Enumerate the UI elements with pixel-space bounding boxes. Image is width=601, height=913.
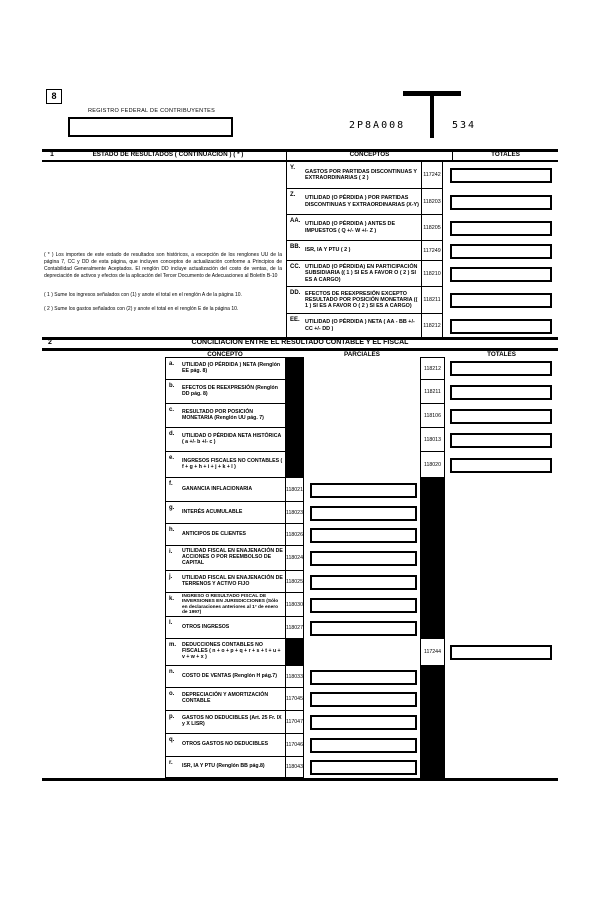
totales-input[interactable] bbox=[450, 244, 552, 259]
row-label: DEDUCCIONES CONTABLES NO FISCALES ( n + o + p + q + r + s + t + u + v + w + x ) bbox=[182, 642, 281, 660]
totales-input[interactable] bbox=[450, 645, 552, 660]
row-code: 118023 bbox=[285, 502, 304, 524]
table-row bbox=[165, 380, 552, 404]
col-parciales-header: PARCIALES bbox=[344, 351, 380, 358]
row-letter: h. bbox=[169, 527, 175, 533]
row-code: 118212 bbox=[420, 357, 445, 380]
totales-input[interactable] bbox=[450, 458, 552, 473]
row-code: 118021 bbox=[285, 478, 304, 502]
row-label: UTILIDAD (O PÉRDIDA ) ANTES DE IMPUESTOS ( Q +/- W +/- Z ) bbox=[305, 221, 396, 234]
form-code-right: 534 bbox=[452, 120, 477, 131]
table-row bbox=[165, 546, 552, 571]
table-row bbox=[287, 287, 442, 314]
row-letter: l. bbox=[169, 620, 173, 626]
filled-cell bbox=[285, 380, 304, 404]
parciales-input[interactable] bbox=[310, 760, 417, 775]
row-code: 118020 bbox=[420, 452, 445, 478]
filled-cell bbox=[420, 757, 445, 778]
parciales-input[interactable] bbox=[310, 715, 417, 730]
row-code: 118033 bbox=[285, 666, 304, 688]
filled-cell bbox=[420, 478, 445, 502]
table-row bbox=[165, 666, 552, 688]
parciales-area bbox=[304, 404, 420, 428]
table-row bbox=[287, 215, 442, 241]
row-label: DEPRECIACIÓN Y AMORTIZACIÓN CONTABLE bbox=[182, 692, 269, 704]
totales-input[interactable] bbox=[450, 267, 552, 282]
section1-number: 1 bbox=[50, 151, 54, 158]
totales-input[interactable] bbox=[450, 221, 552, 236]
row-label: ISR, IA Y PTU ( 2 ) bbox=[305, 247, 351, 254]
filled-cell bbox=[285, 404, 304, 428]
page-number-box: 8 bbox=[46, 89, 62, 104]
row-label: UTILIDAD FISCAL EN ENAJENACIÓN DE ACCIONES O POR REEMBOLSO DE CAPITAL bbox=[182, 548, 283, 566]
conciliacion-table bbox=[165, 357, 552, 778]
totales-area bbox=[450, 757, 552, 778]
row-label: COSTO DE VENTAS (Renglón H pág.7) bbox=[182, 672, 277, 679]
table-row bbox=[287, 261, 442, 287]
row-letter: f. bbox=[169, 481, 173, 487]
table-row bbox=[287, 189, 442, 215]
section1-title-note: ( * ) bbox=[233, 151, 244, 158]
parciales-area bbox=[304, 711, 420, 734]
row-letter: o. bbox=[169, 691, 175, 697]
totales-input[interactable] bbox=[450, 319, 552, 334]
totales-input[interactable] bbox=[450, 409, 552, 424]
rfc-label: REGISTRO FEDERAL DE CONTRIBUYENTES bbox=[88, 108, 216, 114]
row-code: 118025 bbox=[285, 571, 304, 593]
totales-area bbox=[450, 524, 552, 546]
row-label: ANTICIPOS DE CLIENTES bbox=[182, 530, 246, 537]
row-code: 118212 bbox=[421, 314, 442, 337]
row-label: GASTOS POR PARTIDAS DISCONTINUAS Y EXTRAORDINARIAS ( 2 ) bbox=[305, 168, 417, 181]
row-letter: a. bbox=[169, 361, 175, 367]
row-label: GASTOS NO DEDUCIBLES (Art. 25 Fr. IX y X LISR) bbox=[182, 715, 282, 727]
totales-area bbox=[450, 639, 552, 666]
totales-area bbox=[450, 546, 552, 571]
concept-cell bbox=[165, 617, 285, 639]
section1-title-text: ESTADO DE RESULTADOS ( CONTINUACIÓN ) bbox=[92, 151, 232, 158]
concept-cell bbox=[165, 757, 285, 778]
row-label: ISR, IA Y PTU (Renglón BB pág.8) bbox=[182, 763, 265, 770]
row-label: INGRESO O RESULTADO FISCAL DE INVERSIONES EN JURISDICCIONES (Sólo en declaraciones anteriores al 1° de enero de 1997) bbox=[182, 593, 279, 615]
concept-cell bbox=[165, 478, 285, 502]
section1-title bbox=[60, 151, 276, 158]
table-row bbox=[165, 478, 552, 502]
row-letter: d. bbox=[169, 431, 175, 437]
totales-area bbox=[450, 617, 552, 639]
filled-cell bbox=[420, 502, 445, 524]
row-letter: j. bbox=[169, 574, 173, 580]
row-letter: AA. bbox=[290, 218, 301, 224]
row-letter: p. bbox=[169, 714, 175, 720]
parciales-input[interactable] bbox=[310, 621, 417, 636]
row-letter: k. bbox=[169, 596, 175, 602]
row-code: 118211 bbox=[421, 287, 442, 313]
table-row bbox=[165, 593, 552, 617]
filled-cell bbox=[285, 452, 304, 478]
row-code: 118106 bbox=[420, 404, 445, 428]
table-row bbox=[165, 404, 552, 428]
col-totales-header: TOTALES bbox=[452, 151, 558, 161]
row-label: UTILIDAD (O PÉRDIDA ) NETA (Renglón EE pág. 8) bbox=[182, 361, 281, 374]
row-letter: r. bbox=[169, 760, 173, 766]
row-code: 118026 bbox=[285, 524, 304, 546]
table-row bbox=[165, 734, 552, 757]
concept-cell bbox=[165, 593, 285, 617]
table-row bbox=[287, 162, 442, 189]
concept-cell bbox=[165, 502, 285, 524]
totales-input[interactable] bbox=[450, 168, 552, 183]
parciales-area bbox=[304, 593, 420, 617]
parciales-input[interactable] bbox=[310, 506, 417, 521]
row-code: 118024 bbox=[285, 546, 304, 571]
bottom-divider bbox=[42, 778, 558, 781]
row-letter: EE. bbox=[290, 317, 300, 323]
parciales-area bbox=[304, 688, 420, 711]
totales-area bbox=[450, 711, 552, 734]
parciales-input[interactable] bbox=[310, 551, 417, 566]
estado-resultados-table bbox=[286, 162, 443, 338]
concept-cell bbox=[165, 711, 285, 734]
footnote-2: ( 2 ) Sume los gastos señalados con (2) y anote el total en el renglón E de la página 10. bbox=[44, 306, 239, 312]
parciales-area bbox=[304, 666, 420, 688]
totales-input[interactable] bbox=[450, 385, 552, 400]
footnotes bbox=[44, 252, 282, 320]
parciales-input[interactable] bbox=[310, 692, 417, 707]
row-code: 118030 bbox=[285, 593, 304, 617]
row-code: 117244 bbox=[420, 639, 445, 666]
filled-cell bbox=[285, 639, 304, 666]
table-row bbox=[165, 711, 552, 734]
row-code: 118205 bbox=[421, 215, 442, 240]
table-row bbox=[165, 452, 552, 478]
row-code: 118043 bbox=[285, 757, 304, 778]
registration-mark-stem-icon bbox=[430, 91, 434, 138]
row-code: 118203 bbox=[421, 189, 442, 214]
col-concepto-header: CONCEPTO bbox=[207, 351, 243, 358]
row-label: UTILIDAD (O PÉRDIDA ) NETA ( AA - BB +/- CC +/- DD ) bbox=[305, 319, 415, 332]
table-row bbox=[165, 571, 552, 593]
parciales-area bbox=[304, 452, 420, 478]
row-code: 117242 bbox=[421, 162, 442, 188]
row-letter: e. bbox=[169, 455, 175, 461]
totales-area bbox=[450, 571, 552, 593]
concept-cell bbox=[165, 734, 285, 757]
form-code-left: 2P8A008 bbox=[349, 120, 406, 131]
totales-area bbox=[450, 478, 552, 502]
parciales-area bbox=[304, 478, 420, 502]
concept-cell bbox=[165, 546, 285, 571]
row-letter: q. bbox=[169, 737, 175, 743]
concept-cell bbox=[165, 452, 285, 478]
concept-cell bbox=[165, 428, 285, 452]
table-row bbox=[287, 241, 442, 261]
filled-cell bbox=[420, 593, 445, 617]
row-label: RESULTADO POR POSICIÓN MONETARIA (Renglón UU pág. 7) bbox=[182, 408, 264, 421]
row-code: 117046 bbox=[285, 734, 304, 757]
table-row bbox=[165, 757, 552, 778]
totales-area bbox=[450, 688, 552, 711]
filled-cell bbox=[420, 734, 445, 757]
parciales-input[interactable] bbox=[310, 670, 417, 685]
filled-cell bbox=[285, 357, 304, 380]
totales-area bbox=[450, 428, 552, 452]
row-letter: DD. bbox=[290, 290, 301, 296]
parciales-input[interactable] bbox=[310, 738, 417, 753]
footnote-star: ( * ) Los importes de este estado de resultados son históricos, a excepción de los renglones UU de la página 7, CC y DD de esta página, que incluyen conceptos de actualización conforme a Principios de Contabilidad Generalmente Aceptados. El renglón DD incluye actualización del costo de ventas, de la depreciación de activos y efectos de la aplicación del Tercer Documento de Adecuaciones al Boletín B-10 bbox=[44, 252, 282, 279]
table-row bbox=[287, 314, 442, 338]
parciales-area bbox=[304, 380, 420, 404]
row-label: UTILIDAD (O PÉRDIDA ) POR PARTIDAS DISCONTINUAS Y EXTRAORDINARIAS (X-Y) bbox=[305, 195, 419, 208]
parciales-area bbox=[304, 357, 420, 380]
totales-area bbox=[450, 380, 552, 404]
totales-area bbox=[450, 734, 552, 757]
row-label: UTILIDAD O PÉRDIDA NETA HISTÓRICA ( a +/- b +/- c ) bbox=[182, 432, 282, 445]
totales-area bbox=[450, 357, 552, 380]
totales-area bbox=[450, 502, 552, 524]
row-label: OTROS INGRESOS bbox=[182, 623, 230, 630]
row-code: 118211 bbox=[420, 380, 445, 404]
table-row bbox=[165, 617, 552, 639]
filled-cell bbox=[420, 688, 445, 711]
parciales-input[interactable] bbox=[310, 575, 417, 590]
parciales-area bbox=[304, 734, 420, 757]
rfc-input[interactable] bbox=[68, 117, 233, 137]
row-letter: m. bbox=[169, 642, 177, 648]
table-row bbox=[165, 502, 552, 524]
filled-cell bbox=[285, 428, 304, 452]
row-letter: BB. bbox=[290, 244, 301, 250]
row-letter: c. bbox=[169, 407, 175, 413]
row-letter: Y. bbox=[290, 165, 296, 171]
row-letter: CC. bbox=[290, 264, 301, 270]
col-conceptos-header: CONCEPTOS bbox=[286, 151, 452, 161]
concept-cell bbox=[165, 524, 285, 546]
section2-title: CONCILIACIÓN ENTRE EL RESULTADO CONTABLE Y EL FISCAL bbox=[191, 339, 409, 346]
row-code: 118210 bbox=[421, 261, 442, 286]
row-label: EFECTOS DE REEXPRESIÓN EXCEPTO RESULTADO POR POSICIÓN MONETARIA (( 1 ) SI ES A FAVOR O ( 2 ) SI ES A CARGO) bbox=[305, 290, 418, 310]
parciales-area bbox=[304, 757, 420, 778]
table-row bbox=[165, 524, 552, 546]
row-letter: Z. bbox=[290, 192, 296, 198]
row-code: 118027 bbox=[285, 617, 304, 639]
row-label: INTERÉS ACUMULABLE bbox=[182, 508, 243, 515]
parciales-input[interactable] bbox=[310, 483, 417, 498]
row-code: 117047 bbox=[285, 711, 304, 734]
parciales-area bbox=[304, 524, 420, 546]
row-label: GANANCIA INFLACIONARIA bbox=[182, 485, 253, 492]
totales-area bbox=[450, 404, 552, 428]
concept-cell bbox=[165, 688, 285, 711]
parciales-area bbox=[304, 571, 420, 593]
row-label: UTILIDAD (O PÉRDIDA) EN PARTICIPACIÓN SUBSIDIARIA (( 1 ) SI ES A FAVOR O ( 2 ) SI ES A CARGO) bbox=[305, 264, 418, 283]
parciales-area bbox=[304, 639, 420, 666]
row-label: UTILIDAD FISCAL EN ENAJENACIÓN DE TERRENOS Y ACTIVO FIJO bbox=[182, 574, 283, 587]
totales-area bbox=[450, 666, 552, 688]
parciales-area bbox=[304, 546, 420, 571]
concept-cell bbox=[165, 357, 285, 380]
totales-input[interactable] bbox=[450, 293, 552, 308]
concept-cell bbox=[165, 380, 285, 404]
totales-input[interactable] bbox=[450, 433, 552, 448]
totales-column bbox=[450, 162, 552, 338]
table-row bbox=[165, 688, 552, 711]
table-row bbox=[165, 428, 552, 452]
filled-cell bbox=[420, 711, 445, 734]
row-code: 117045 bbox=[285, 688, 304, 711]
concept-cell bbox=[165, 666, 285, 688]
filled-cell bbox=[420, 546, 445, 571]
row-label: OTROS GASTOS NO DEDUCIBLES bbox=[182, 741, 269, 748]
parciales-input[interactable] bbox=[310, 598, 417, 613]
col-totales2-header: TOTALES bbox=[487, 351, 516, 358]
table-row bbox=[165, 639, 552, 666]
filled-cell bbox=[420, 524, 445, 546]
concept-cell bbox=[165, 639, 285, 666]
table-row bbox=[165, 357, 552, 380]
filled-cell bbox=[420, 571, 445, 593]
parciales-area bbox=[304, 502, 420, 524]
row-label: EFECTOS DE REEXPRESIÓN (Renglón DD pág. 8) bbox=[182, 384, 278, 397]
row-letter: i. bbox=[169, 549, 173, 555]
footnote-1: ( 1 ) Sume los ingresos señalados con (1) y anote el total en el renglón A de la página 10. bbox=[44, 292, 242, 298]
parciales-area bbox=[304, 428, 420, 452]
row-letter: g. bbox=[169, 505, 175, 511]
totales-area bbox=[450, 593, 552, 617]
totales-area bbox=[450, 452, 552, 478]
totales-input[interactable] bbox=[450, 195, 552, 210]
row-code: 118013 bbox=[420, 428, 445, 452]
row-letter: b. bbox=[169, 383, 175, 389]
filled-cell bbox=[420, 666, 445, 688]
concept-cell bbox=[165, 404, 285, 428]
filled-cell bbox=[420, 617, 445, 639]
row-label: INGRESOS FISCALES NO CONTABLES ( f + g + h + i + j + k + l ) bbox=[182, 457, 283, 470]
concept-cell bbox=[165, 571, 285, 593]
parciales-area bbox=[304, 617, 420, 639]
section2-number: 2 bbox=[48, 339, 52, 346]
row-letter: n. bbox=[169, 669, 175, 675]
row-code: 117249 bbox=[421, 241, 442, 260]
parciales-input[interactable] bbox=[310, 528, 417, 543]
totales-input[interactable] bbox=[450, 361, 552, 376]
